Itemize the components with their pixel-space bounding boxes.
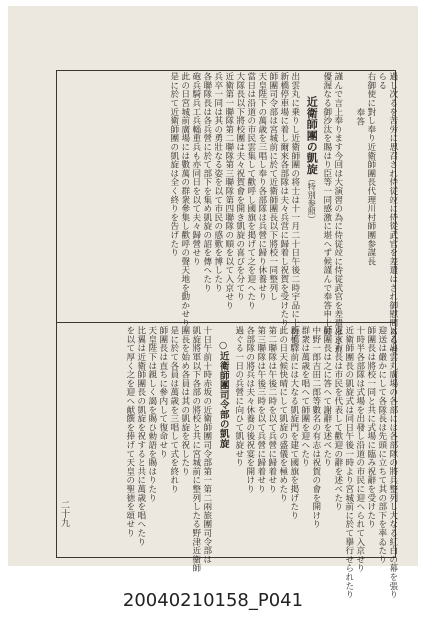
text-column: 凱旋將軍以下各部の將校と共に宮城前に整列したる野津近衞師 bbox=[190, 326, 201, 573]
text-column: 群衆は萬歳を唱へて師團を迎へたり bbox=[299, 326, 310, 467]
text-column: 近衛師團長の凱旋式は同日午後一時より宮城前に於て擧行せられたり bbox=[343, 326, 354, 599]
text-column: 優渥なる御沙汰を賜はり臣等一同感激に堪へず候謹んで奉答申上候 bbox=[321, 72, 332, 336]
text-column: 新橋驛前には大なる凱旋門を建て國旗を掲げたり bbox=[288, 326, 299, 520]
text-column: 砲兵騎兵工兵輜重兵も亦同日を以て夫々歸營せり bbox=[190, 72, 201, 266]
section-heading bbox=[306, 96, 317, 276]
text-column: 出雲丸に乗りし近衛師團の将士は十一月二十日午後二時宇品に上陸し bbox=[289, 72, 300, 345]
text-column: 近衛第一聯隊第二聯隊第三聯隊第四聯隊の順を以て入京せり bbox=[223, 72, 234, 310]
text-column: らる bbox=[376, 72, 387, 90]
text-column: 謹んで言上奉ります今回は大演習の為に侍従竝に侍従武官を差遣はされ bbox=[332, 72, 343, 354]
text-column: 大隊長以下將校團は夫々祝賀會を開き凱旋の喜びを分てり bbox=[234, 72, 245, 301]
text-column: 各聯隊長は各兵營に於て部下を集め凱旋の詔を傳へたり bbox=[201, 72, 212, 292]
text-column: 新橋停車場に着し爾來各部隊は夫々兵営に歸着し祝賀を受けたり bbox=[278, 72, 289, 328]
text-column: 是に於て各員は萬歳を三唱して式を終れり bbox=[168, 326, 179, 494]
text-column: 各部隊の將兵は夫々休養の後祝宴を開けり bbox=[244, 326, 255, 494]
section-divider bbox=[56, 322, 396, 323]
text-column: 中野一郎吉田二郎等數名の有志は祝賀の會を開けり bbox=[310, 326, 321, 529]
subheading: ○近衛師團司令部の凱旋 bbox=[217, 340, 229, 449]
text-column: 兵卒一同は其の勇壯なる姿を以て市民の感歎を博したり bbox=[212, 72, 223, 292]
text-column: 過ぐる一日の兵營に向ひて凱旋せり bbox=[233, 326, 244, 467]
image-caption: 20040210158_P041 bbox=[122, 590, 304, 611]
heading-note: （特別参照） bbox=[307, 174, 317, 224]
text-column: 奉答 bbox=[354, 108, 365, 126]
text-column: 十日午前十時赤坂の近衛師團司令部第一第二兩旅團司令部は bbox=[201, 326, 212, 564]
text-column: 此の日天候快晴にして凱旋の盛儀を極めたり bbox=[277, 326, 288, 502]
text-column: ける出雲丸廣場の各部には各部隊の將兵整列し大なる紅白の幕を張り bbox=[387, 326, 398, 599]
text-column: 過し次るを苦労に思召され侍従竝に侍從武官を差遣はされ御慰問あらせ bbox=[387, 72, 398, 354]
text-column: 師團長は將校一同と共に式場に臨み祝辭を受けたり bbox=[365, 326, 376, 529]
text-column: 第二聯隊は午後二時を以て兵營に歸着せり bbox=[266, 326, 277, 494]
heading-text: 近衛師團の凱旋 bbox=[305, 96, 319, 175]
text-column: 是に於て近衛師團の凱旋は全く終りを告げたり bbox=[168, 72, 179, 257]
text-column: 迎送は嚴かにして各隊長は先頭に立ちて其の部下を率ゐたり bbox=[376, 326, 387, 564]
text-column: 當日は沿道の市民雲集して歡呼し國旗を掲げて之を迎へたり bbox=[245, 72, 256, 310]
text-column: 師團司令部は宮城前に於て近衛師團長以下將校一同整列し bbox=[267, 72, 278, 301]
text-column: 師團長は之に答へて謝辭を述べたり bbox=[321, 326, 332, 467]
text-column: 東京市長は市民を代表して歡迎の辭を述べたり bbox=[332, 326, 343, 511]
text-column: 比翼は近衛師團長の凱旋を祝すると共に萬歳を唱へたり bbox=[135, 326, 146, 546]
text-column: 天皇陛下の萬歳を三唱し奉り各部隊は兵營に歸り休養せり bbox=[256, 72, 267, 301]
text-column: 師團長は直ちに參内して復命せり bbox=[157, 326, 168, 458]
text-column: 此の日宮城前廣場には數萬の群衆參集し歡呼の聲天地を動かせり bbox=[179, 72, 190, 328]
text-column: 團長を始め各員は其の凱旋を祝したり bbox=[179, 326, 190, 476]
text-column: 天皇陛下は親しく謁を賜ひ勅語を賜はりたり bbox=[146, 326, 157, 502]
text-column: 十時半各部隊は式場を出發し沿道の市民に迎へられて入京せり bbox=[354, 326, 365, 573]
text-column: 第三聯隊は午後三時を以て兵營に歸着せり bbox=[255, 326, 266, 494]
text-column: 右御使に對し奉り近衛師團長代理川村師團参謀長 bbox=[365, 72, 376, 266]
text-column: を以て厚く之を迎へ献饌を捧げて天皇の聖徳を頌せり bbox=[124, 326, 135, 538]
page-number: 二十九 bbox=[59, 500, 69, 527]
